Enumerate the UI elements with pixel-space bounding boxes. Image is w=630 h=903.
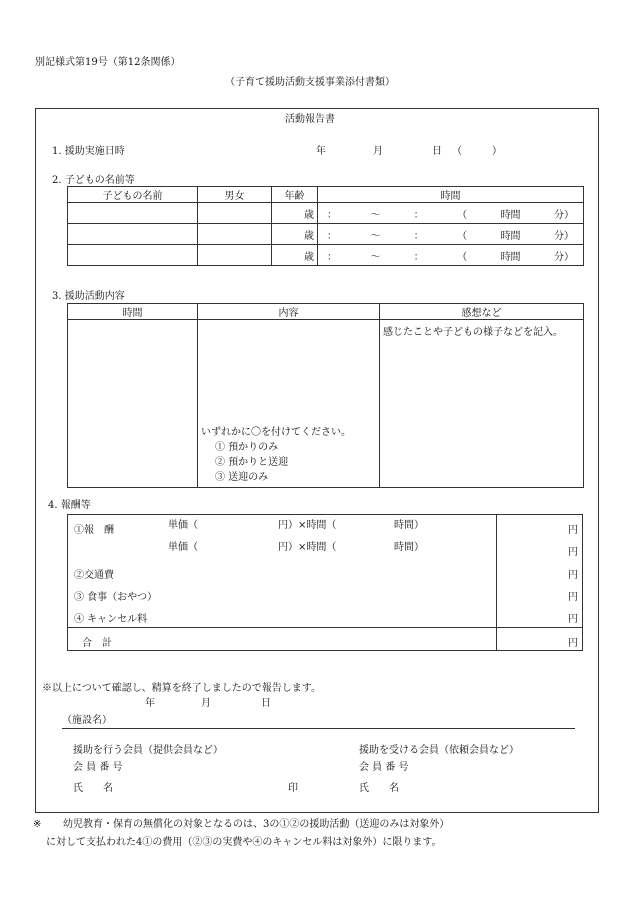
- weekday-close: ）: [492, 146, 502, 157]
- seal-mark: 印: [288, 783, 298, 794]
- hours-close-label: 時間）: [394, 520, 424, 531]
- time-field[interactable]: [318, 245, 584, 266]
- footnote-line1: 幼児教育・保育の無償化の対象となるのは、3の①②の援助活動（送迎のみは対象外）: [63, 819, 450, 830]
- col-time: 時間: [318, 187, 584, 203]
- table-row: [68, 224, 584, 245]
- provider-heading: 援助を行う会員（提供会員など）: [73, 745, 223, 756]
- child-name-field[interactable]: [68, 224, 198, 245]
- weekday-open: （: [452, 146, 462, 157]
- meal-row: [70, 583, 582, 604]
- transport-label: ②交通費: [74, 570, 114, 581]
- colon: ：: [327, 251, 337, 263]
- table-row: [68, 203, 584, 224]
- yen-times-label: 円）×時間（: [278, 520, 337, 531]
- confirm-text: ※以上について確認し、精算を終了しましたので報告します。: [42, 683, 321, 694]
- col-impressions: 感想など: [380, 304, 584, 320]
- fee-label: ①報 酬: [74, 525, 114, 536]
- provider-name-label: 氏 名: [73, 783, 113, 794]
- choice-option[interactable]: ① 預かりのみ: [215, 442, 279, 453]
- facility-underline: [62, 728, 575, 729]
- hours-label: 時間: [500, 251, 521, 263]
- yen-label: 円: [568, 592, 578, 603]
- yen-label: 円: [568, 525, 578, 536]
- meal-label: ③ 食事（おやつ）: [74, 592, 158, 603]
- hours-close-label: 時間）: [394, 542, 424, 553]
- section3-label: 3. 援助活動内容: [52, 291, 125, 302]
- colon: ：: [413, 230, 424, 242]
- unit-price-label: 単価（: [168, 520, 198, 531]
- time-field[interactable]: [318, 224, 584, 245]
- hours-label: 時間: [500, 230, 521, 242]
- age-field[interactable]: 歳: [272, 245, 318, 266]
- yen-label: 円: [568, 614, 578, 625]
- yen-label: 円: [568, 547, 578, 558]
- facility-label: （施設名）: [62, 715, 112, 726]
- time-field[interactable]: [318, 203, 584, 224]
- cancel-row: [70, 605, 582, 626]
- fee-row-2: [70, 538, 582, 559]
- date-day: 日: [432, 146, 442, 157]
- col-gender: 男女: [198, 187, 272, 203]
- fee-row-1: [70, 516, 582, 537]
- total-divider: [67, 627, 583, 628]
- paren-open: （: [457, 209, 468, 221]
- minutes-label: 分）: [553, 251, 574, 263]
- gender-field[interactable]: [198, 224, 272, 245]
- paren-open: （: [457, 230, 468, 242]
- colon: ：: [327, 209, 337, 221]
- date-month: 月: [373, 146, 383, 157]
- col-child-name: 子どもの名前: [68, 187, 198, 203]
- section4-label: 4. 報酬等: [48, 500, 91, 511]
- impressions-field[interactable]: [380, 320, 584, 488]
- col-activity-content: 内容: [198, 304, 380, 320]
- confirm-year: 年: [145, 698, 155, 709]
- choice-option[interactable]: ③ 送迎のみ: [215, 472, 269, 483]
- colon: ：: [413, 209, 424, 221]
- child-name-field[interactable]: [68, 203, 198, 224]
- paren-open: （: [457, 251, 468, 263]
- activity-table: [67, 303, 584, 488]
- hours-label: 時間: [500, 209, 521, 221]
- colon: ：: [327, 230, 337, 242]
- choice-prompt: いずれかに〇を付けてください。: [201, 427, 351, 438]
- activity-time-field[interactable]: [68, 320, 198, 488]
- date-year: 年: [316, 146, 326, 157]
- choice-option[interactable]: ② 預かりと送迎: [215, 457, 289, 468]
- age-field[interactable]: 歳: [272, 224, 318, 245]
- impressions-hint: 感じたことや子どもの様子などを記入。: [383, 327, 563, 338]
- confirm-day: 日: [261, 698, 271, 709]
- tilde: 〜: [370, 230, 381, 242]
- receiver-number-label: 会 員 番 号: [359, 762, 409, 773]
- total-label: 合 計: [82, 638, 112, 649]
- confirm-month: 月: [201, 698, 211, 709]
- form-title: 活動報告書: [285, 114, 335, 125]
- col-activity-time: 時間: [68, 304, 198, 320]
- form-subtitle: （子育て援助活動支援事業添付書類）: [225, 77, 395, 88]
- section1-label: 1. 援助実施日時: [52, 146, 125, 157]
- form-id: 別記様式第19号（第12条関係）: [35, 57, 181, 68]
- table-row: [68, 245, 584, 266]
- tilde: 〜: [370, 209, 381, 221]
- unit-price-label: 単価（: [168, 542, 198, 553]
- footnote-line2: に対して支払われた4①の費用（②③の実費や④のキャンセル料は対象外）に限ります。: [46, 837, 442, 848]
- provider-number-label: 会 員 番 号: [73, 762, 123, 773]
- child-name-field[interactable]: [68, 245, 198, 266]
- total-row: [70, 629, 582, 650]
- gender-field[interactable]: [198, 245, 272, 266]
- receiver-heading: 援助を受ける会員（依頼会員など）: [359, 745, 519, 756]
- footnote-mark: ※: [33, 819, 42, 830]
- yen-times-label: 円）×時間（: [278, 542, 337, 553]
- cancel-label: ④ キャンセル料: [74, 614, 148, 625]
- section2-label: 2. 子どもの名前等: [52, 175, 135, 186]
- col-age: 年齢: [272, 187, 318, 203]
- transport-row: [70, 561, 582, 582]
- yen-label: 円: [568, 570, 578, 581]
- minutes-label: 分）: [553, 209, 574, 221]
- tilde: 〜: [370, 251, 381, 263]
- minutes-label: 分）: [553, 230, 574, 242]
- receiver-name-label: 氏 名: [359, 783, 399, 794]
- activity-content-field[interactable]: [198, 320, 380, 488]
- age-field[interactable]: 歳: [272, 203, 318, 224]
- children-table: [67, 186, 584, 266]
- yen-label: 円: [568, 638, 578, 649]
- colon: ：: [413, 251, 424, 263]
- gender-field[interactable]: [198, 203, 272, 224]
